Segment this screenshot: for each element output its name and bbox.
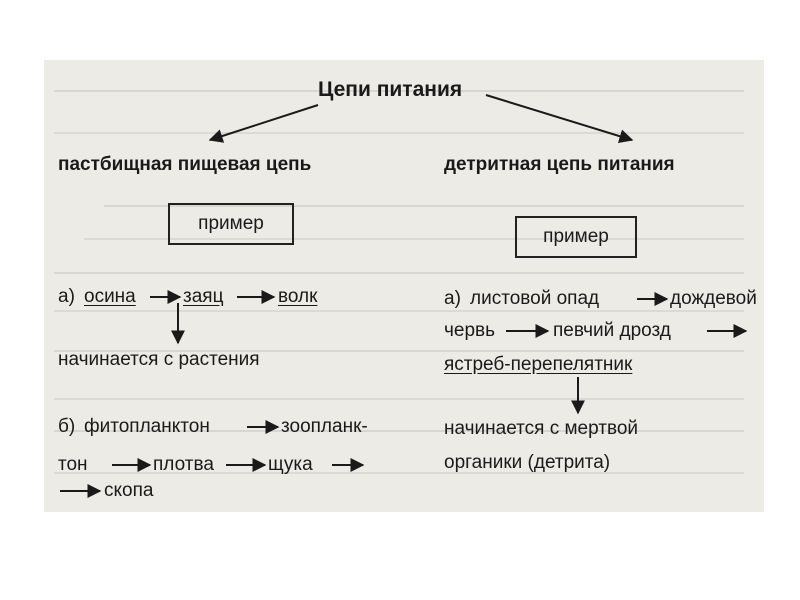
- grazing-b-item-5: скопа: [104, 480, 154, 501]
- detrital-a-item-4: ястреб-перепелятник: [444, 354, 633, 375]
- grazing-b-item-2-cont: тон: [58, 454, 88, 475]
- grazing-a-item-1: осина: [84, 286, 136, 307]
- grazing-b-prefix: б): [58, 416, 76, 437]
- grazing-chain-heading: пастбищная пищевая цепь: [58, 154, 312, 175]
- detrital-a-item-1: листовой опад: [470, 288, 600, 309]
- grazing-b-item-2: зоопланк-: [281, 416, 368, 437]
- grazing-b-item-1: фитопланктон: [84, 416, 210, 437]
- detrital-chain-heading: детритная цепь питания: [444, 154, 675, 175]
- diagram-title: Цепи питания: [318, 78, 463, 101]
- grazing-a-prefix: а): [58, 286, 75, 307]
- detrital-note-line-2: органики (детрита): [444, 452, 611, 473]
- detrital-a-item-3: певчий дрозд: [553, 320, 671, 341]
- grazing-example-label: пример: [198, 213, 264, 234]
- detrital-example-label: пример: [543, 226, 609, 247]
- detrital-a-prefix: а): [444, 288, 461, 309]
- grazing-a-item-3: волк: [278, 286, 318, 307]
- detrital-a-item-2: дождевой: [670, 288, 757, 309]
- grazing-a-item-2: заяц: [183, 286, 224, 307]
- grazing-b-item-3: плотва: [153, 454, 214, 475]
- arrow-title-to-grazing: [210, 105, 318, 140]
- grazing-a-note: начинается с растения: [58, 349, 260, 370]
- detrital-a-item-2-cont: червь: [444, 320, 496, 341]
- grazing-b-item-4: щука: [268, 454, 313, 475]
- detrital-note-line-1: начинается с мертвой: [444, 418, 639, 439]
- arrow-title-to-detrital: [486, 95, 632, 140]
